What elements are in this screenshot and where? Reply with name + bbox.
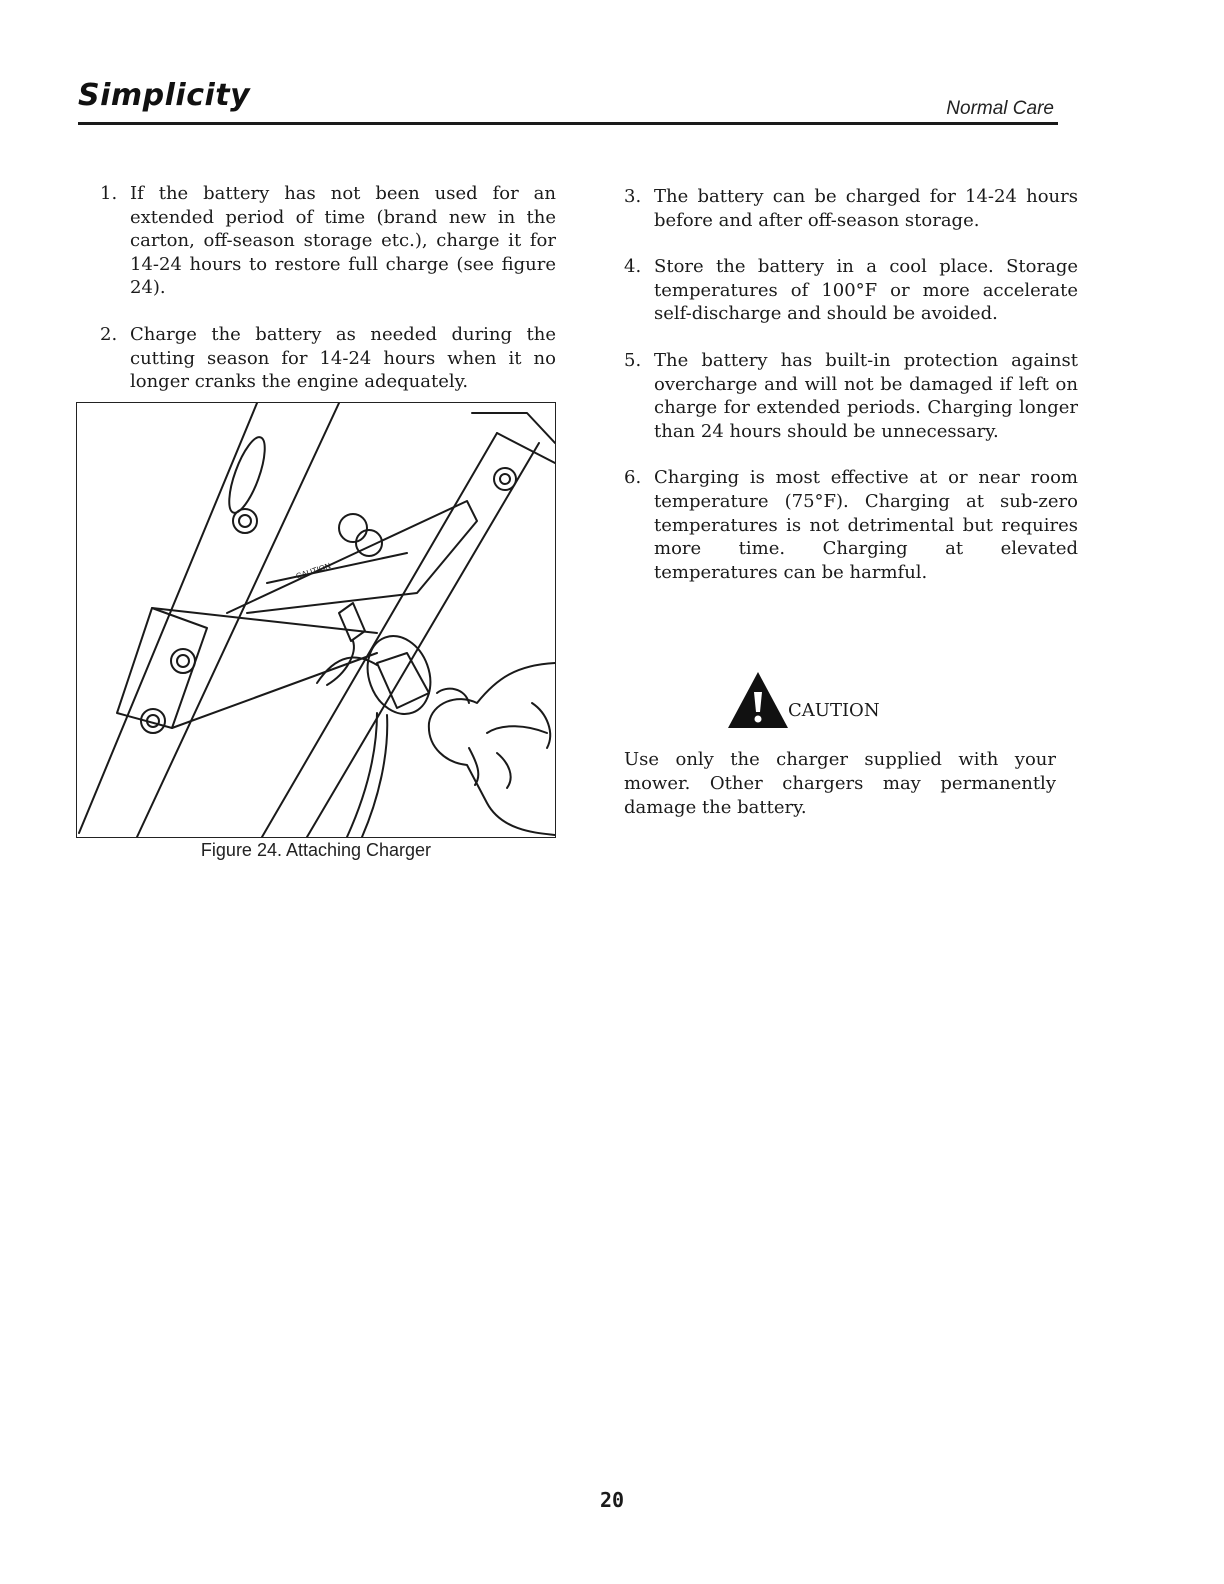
page-header	[78, 74, 1058, 128]
item-text: If the battery has not been used for an extended period of time (brand new in the carton, off-season storage etc.), charge it for 14-24 hours to restore full charge (see figure 24).	[130, 183, 556, 299]
warning-triangle-icon	[726, 668, 790, 732]
right-column	[624, 185, 1078, 607]
left-column	[100, 182, 556, 417]
header-rule	[78, 122, 1058, 125]
list-item	[624, 349, 1078, 443]
list-item	[624, 466, 1078, 584]
list-item	[624, 185, 1078, 232]
item-number: 2.	[100, 323, 118, 345]
figure-attaching-charger	[76, 402, 556, 838]
item-number: 4.	[624, 256, 642, 278]
decal-text: CAUTION	[294, 561, 332, 581]
item-text: Store the battery in a cool place. Storage temperatures of 100°F or more accelerate self-discharge and should be avoided.	[654, 256, 1078, 325]
list-item	[624, 255, 1078, 326]
item-number: 6.	[624, 467, 642, 489]
item-text: The battery has built-in protection against overcharge and will not be damaged if left on charge for extended periods. Charging longer than 24 hours should be unnecessary.	[654, 349, 1078, 442]
caution-label: CAUTION	[788, 700, 880, 721]
list-item	[100, 182, 556, 300]
figure-caption: Figure 24. Attaching Charger	[200, 840, 432, 860]
item-text: Charging is most effective at or near room temperature (75°F). Charging at sub-zero temperatures is not detrimental but requires more time. Charging at elevated temperatures can be harmful.	[654, 467, 1078, 583]
item-number: 5.	[624, 349, 642, 371]
item-number: 3.	[624, 186, 642, 207]
list-item	[100, 323, 556, 394]
caution-text: Use only the charger supplied with your mower. Other chargers may permanently damage the battery.	[624, 749, 1056, 818]
item-text: Charge the battery as needed during the cutting season for 14-24 hours when it no longer cranks the engine adequately.	[130, 323, 556, 393]
charger-illustration	[77, 403, 555, 837]
section-title: Normal Care	[946, 98, 1054, 119]
brand-logo: Simplicity	[78, 78, 251, 113]
item-text: The battery can be charged for 14-24 hours before and after off-season storage.	[654, 186, 1078, 231]
page-number: 20	[599, 1488, 625, 1512]
item-number: 1.	[100, 183, 118, 204]
